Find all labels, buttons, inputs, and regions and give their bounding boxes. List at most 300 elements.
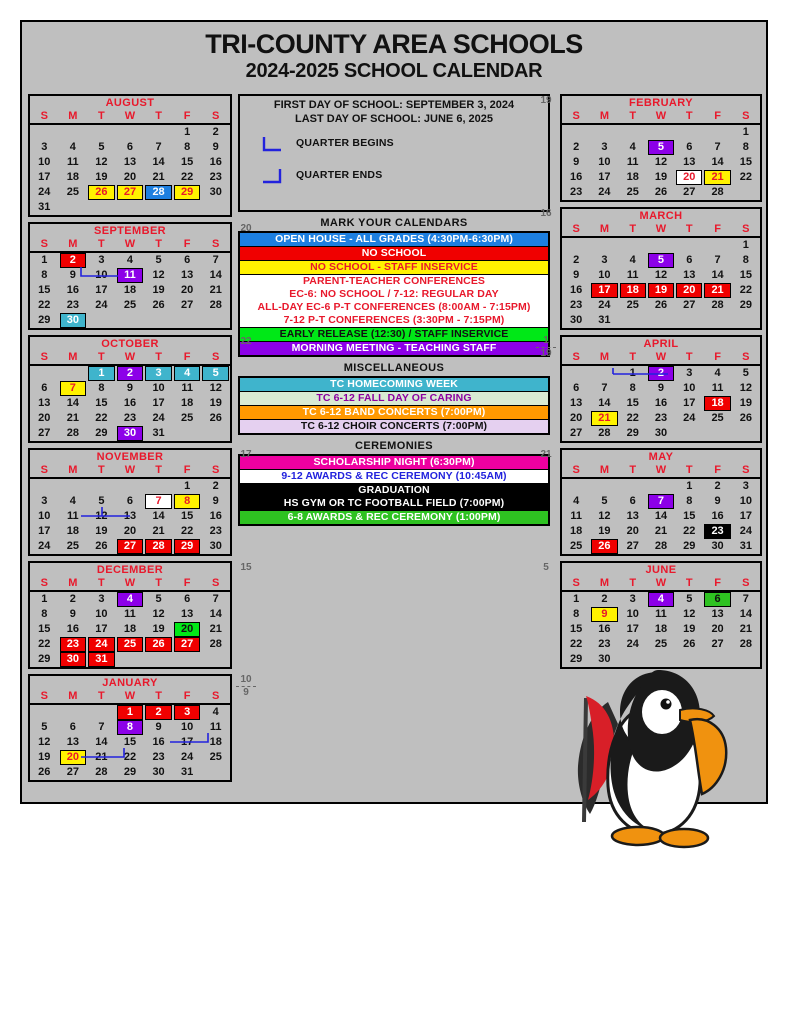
day-cell[interactable]: 17 (38, 171, 51, 183)
marked-day[interactable]: 2 (145, 705, 172, 720)
marked-day[interactable]: 30 (117, 426, 144, 441)
day-cell[interactable]: 25 (209, 751, 222, 763)
marked-day[interactable]: 7 (145, 494, 172, 509)
marked-day[interactable]: 2 (648, 366, 674, 381)
day-cell[interactable]: 13 (626, 510, 639, 522)
day-cell[interactable] (647, 283, 675, 298)
day-cell[interactable]: 14 (152, 510, 165, 522)
marked-day[interactable]: 20 (676, 170, 702, 185)
day-cell[interactable] (59, 637, 88, 652)
day-cell[interactable]: 1 (742, 239, 749, 251)
day-cell[interactable] (144, 637, 173, 652)
day-cell[interactable]: 12 (739, 382, 752, 394)
marked-day[interactable]: 1 (88, 366, 115, 381)
day-cell[interactable]: 11 (209, 721, 222, 733)
day-cell[interactable]: 16 (209, 510, 222, 522)
day-cell[interactable] (647, 494, 675, 509)
day-cell[interactable]: 24 (95, 299, 108, 311)
day-cell[interactable]: 17 (683, 397, 696, 409)
day-cell[interactable]: 14 (152, 156, 165, 168)
day-cell[interactable]: 26 (152, 299, 165, 311)
day-cell[interactable]: 8 (41, 269, 48, 281)
day-cell[interactable]: 25 (654, 638, 668, 650)
marked-day[interactable]: 4 (117, 592, 144, 607)
day-cell[interactable]: 21 (95, 751, 108, 763)
day-cell[interactable]: 28 (711, 299, 724, 311)
day-cell[interactable]: 24 (181, 751, 194, 763)
day-cell[interactable] (173, 494, 202, 509)
day-cell[interactable]: 14 (66, 397, 79, 409)
day-cell[interactable]: 20 (123, 171, 137, 183)
marked-day[interactable]: 23 (60, 637, 87, 652)
day-cell[interactable]: 24 (598, 299, 611, 311)
day-cell[interactable]: 13 (683, 156, 696, 168)
day-cell[interactable]: 19 (683, 623, 696, 635)
marked-day[interactable]: 27 (174, 637, 201, 652)
day-cell[interactable]: 2 (69, 593, 76, 605)
day-cell[interactable]: 8 (629, 382, 636, 394)
day-cell[interactable]: 11 (626, 156, 639, 168)
marked-day[interactable]: 7 (648, 494, 674, 509)
day-cell[interactable]: 28 (739, 638, 752, 650)
day-cell[interactable]: 25 (626, 186, 639, 198)
day-cell[interactable]: 2 (573, 254, 580, 266)
day-cell[interactable]: 6 (69, 721, 76, 733)
day-cell[interactable]: 8 (573, 608, 580, 620)
day-cell[interactable]: 12 (152, 608, 165, 620)
day-cell[interactable]: 18 (626, 171, 639, 183)
day-cell[interactable]: 9 (573, 269, 580, 281)
day-cell[interactable]: 29 (38, 653, 51, 665)
day-cell[interactable]: 15 (181, 156, 194, 168)
day-cell[interactable]: 15 (95, 397, 108, 409)
day-cell[interactable]: 27 (626, 540, 639, 552)
day-cell[interactable]: 17 (181, 736, 194, 748)
day-cell[interactable]: 25 (570, 540, 583, 552)
marked-day[interactable]: 18 (620, 283, 646, 298)
day-cell[interactable] (173, 705, 202, 720)
day-cell[interactable]: 11 (570, 510, 582, 522)
day-cell[interactable]: 1 (629, 367, 636, 379)
day-cell[interactable]: 1 (184, 126, 191, 138)
day-cell[interactable]: 15 (570, 623, 583, 635)
day-cell[interactable]: 15 (123, 736, 137, 748)
day-cell[interactable]: 12 (683, 608, 696, 620)
day-cell[interactable]: 4 (69, 495, 76, 507)
day-cell[interactable] (703, 396, 731, 411)
day-cell[interactable]: 4 (629, 141, 636, 153)
marked-day[interactable]: 27 (117, 539, 144, 554)
day-cell[interactable]: 26 (654, 186, 668, 198)
day-cell[interactable]: 22 (95, 412, 108, 424)
day-cell[interactable]: 20 (570, 412, 583, 424)
day-cell[interactable]: 14 (711, 269, 724, 281)
day-cell[interactable] (619, 283, 647, 298)
day-cell[interactable] (116, 268, 145, 283)
day-cell[interactable]: 29 (683, 540, 696, 552)
day-cell[interactable]: 21 (152, 525, 165, 537)
day-cell[interactable]: 21 (66, 412, 79, 424)
day-cell[interactable]: 10 (181, 721, 194, 733)
day-cell[interactable] (703, 524, 731, 539)
day-cell[interactable]: 14 (739, 608, 752, 620)
day-cell[interactable]: 1 (41, 593, 48, 605)
day-cell[interactable]: 28 (209, 638, 222, 650)
day-cell[interactable]: 26 (38, 766, 51, 778)
day-cell[interactable]: 23 (123, 412, 137, 424)
day-cell[interactable]: 21 (152, 171, 165, 183)
day-cell[interactable] (647, 366, 675, 381)
day-cell[interactable]: 4 (714, 367, 721, 379)
day-cell[interactable]: 18 (181, 397, 194, 409)
day-cell[interactable]: 15 (683, 510, 696, 522)
marked-day[interactable]: 29 (174, 539, 201, 554)
day-cell[interactable]: 11 (124, 608, 136, 620)
day-cell[interactable]: 3 (98, 254, 105, 266)
day-cell[interactable]: 10 (739, 495, 752, 507)
day-cell[interactable]: 1 (573, 593, 580, 605)
marked-day[interactable]: 11 (117, 268, 144, 283)
day-cell[interactable]: 7 (212, 593, 219, 605)
day-cell[interactable] (59, 381, 88, 396)
marked-day[interactable]: 26 (591, 539, 617, 554)
day-cell[interactable] (87, 366, 116, 381)
day-cell[interactable]: 15 (739, 156, 752, 168)
day-cell[interactable]: 17 (626, 623, 639, 635)
day-cell[interactable] (703, 592, 731, 607)
day-cell[interactable]: 6 (629, 495, 636, 507)
day-cell[interactable]: 6 (686, 141, 693, 153)
day-cell[interactable]: 23 (209, 171, 222, 183)
day-cell[interactable]: 15 (38, 623, 51, 635)
day-cell[interactable]: 17 (739, 510, 752, 522)
day-cell[interactable]: 28 (711, 186, 724, 198)
day-cell[interactable]: 20 (181, 284, 194, 296)
day-cell[interactable] (201, 366, 230, 381)
day-cell[interactable]: 1 (184, 480, 191, 492)
day-cell[interactable]: 4 (212, 706, 219, 718)
day-cell[interactable]: 28 (654, 540, 668, 552)
day-cell[interactable] (59, 313, 88, 328)
day-cell[interactable]: 13 (38, 397, 51, 409)
day-cell[interactable]: 30 (654, 427, 668, 439)
day-cell[interactable] (590, 283, 618, 298)
day-cell[interactable]: 23 (570, 186, 583, 198)
day-cell[interactable] (116, 637, 145, 652)
day-cell[interactable]: 5 (686, 593, 693, 605)
day-cell[interactable]: 4 (126, 254, 134, 266)
day-cell[interactable]: 23 (209, 525, 222, 537)
day-cell[interactable]: 20 (123, 525, 137, 537)
day-cell[interactable]: 10 (152, 382, 165, 394)
marked-day[interactable]: 2 (117, 366, 144, 381)
day-cell[interactable] (144, 185, 173, 200)
day-cell[interactable] (647, 592, 675, 607)
marked-day[interactable]: 26 (145, 637, 172, 652)
day-cell[interactable] (116, 592, 145, 607)
day-cell[interactable]: 11 (67, 510, 79, 522)
day-cell[interactable]: 18 (123, 623, 137, 635)
day-cell[interactable]: 25 (123, 299, 137, 311)
day-cell[interactable]: 10 (598, 156, 611, 168)
day-cell[interactable]: 19 (152, 284, 165, 296)
day-cell[interactable]: 29 (626, 427, 639, 439)
day-cell[interactable]: 24 (683, 412, 696, 424)
day-cell[interactable] (87, 185, 116, 200)
day-cell[interactable]: 10 (95, 608, 108, 620)
day-cell[interactable]: 12 (152, 269, 165, 281)
day-cell[interactable]: 16 (123, 397, 137, 409)
day-cell[interactable]: 1 (41, 254, 48, 266)
marked-day[interactable]: 20 (60, 750, 87, 765)
day-cell[interactable]: 25 (66, 186, 79, 198)
day-cell[interactable]: 9 (155, 721, 162, 733)
day-cell[interactable]: 31 (38, 201, 51, 213)
marked-day[interactable]: 2 (60, 253, 87, 268)
day-cell[interactable] (144, 705, 173, 720)
day-cell[interactable]: 19 (95, 171, 108, 183)
day-cell[interactable] (675, 283, 703, 298)
day-cell[interactable]: 16 (66, 284, 79, 296)
day-cell[interactable]: 31 (181, 766, 194, 778)
day-cell[interactable]: 31 (739, 540, 752, 552)
day-cell[interactable]: 19 (152, 623, 165, 635)
marked-day[interactable]: 9 (591, 607, 617, 622)
day-cell[interactable]: 2 (212, 126, 219, 138)
day-cell[interactable]: 3 (686, 367, 693, 379)
day-cell[interactable]: 17 (598, 171, 611, 183)
day-cell[interactable]: 4 (69, 141, 76, 153)
day-cell[interactable]: 17 (95, 623, 108, 635)
day-cell[interactable]: 3 (601, 254, 608, 266)
day-cell[interactable]: 29 (123, 766, 137, 778)
day-cell[interactable]: 28 (209, 299, 222, 311)
day-cell[interactable]: 14 (598, 397, 611, 409)
marked-day[interactable]: 24 (88, 637, 115, 652)
marked-day[interactable]: 27 (117, 185, 144, 200)
day-cell[interactable]: 13 (570, 397, 583, 409)
marked-day[interactable]: 4 (174, 366, 201, 381)
day-cell[interactable]: 22 (38, 299, 51, 311)
day-cell[interactable]: 24 (152, 412, 165, 424)
day-cell[interactable]: 13 (711, 608, 724, 620)
day-cell[interactable]: 16 (570, 284, 583, 296)
day-cell[interactable]: 6 (41, 382, 48, 394)
day-cell[interactable]: 7 (212, 254, 219, 266)
day-cell[interactable] (703, 170, 731, 185)
day-cell[interactable]: 7 (742, 593, 749, 605)
day-cell[interactable]: 30 (598, 653, 611, 665)
marked-day[interactable]: 8 (174, 494, 201, 509)
day-cell[interactable]: 13 (683, 269, 696, 281)
day-cell[interactable]: 11 (711, 382, 724, 394)
day-cell[interactable] (59, 652, 88, 667)
day-cell[interactable]: 30 (209, 540, 222, 552)
day-cell[interactable] (647, 253, 675, 268)
marked-day[interactable]: 5 (648, 140, 674, 155)
day-cell[interactable]: 22 (739, 171, 752, 183)
day-cell[interactable]: 12 (654, 269, 668, 281)
day-cell[interactable]: 8 (742, 254, 749, 266)
day-cell[interactable]: 12 (38, 736, 51, 748)
day-cell[interactable]: 14 (95, 736, 108, 748)
day-cell[interactable]: 5 (41, 721, 48, 733)
day-cell[interactable]: 16 (598, 623, 611, 635)
day-cell[interactable]: 29 (739, 299, 752, 311)
day-cell[interactable]: 12 (95, 156, 108, 168)
day-cell[interactable] (590, 411, 618, 426)
day-cell[interactable]: 22 (739, 284, 752, 296)
day-cell[interactable]: 5 (98, 141, 105, 153)
day-cell[interactable]: 16 (654, 397, 668, 409)
day-cell[interactable]: 16 (570, 171, 583, 183)
day-cell[interactable]: 27 (683, 186, 696, 198)
day-cell[interactable]: 2 (212, 480, 219, 492)
day-cell[interactable]: 27 (66, 766, 79, 778)
day-cell[interactable]: 24 (598, 186, 611, 198)
marked-day[interactable]: 20 (676, 283, 702, 298)
marked-day[interactable]: 3 (174, 705, 201, 720)
day-cell[interactable]: 27 (181, 299, 194, 311)
day-cell[interactable]: 15 (181, 510, 194, 522)
day-cell[interactable] (116, 185, 145, 200)
day-cell[interactable]: 21 (209, 623, 222, 635)
day-cell[interactable]: 22 (683, 525, 696, 537)
day-cell[interactable]: 19 (95, 525, 108, 537)
marked-day[interactable]: 19 (648, 283, 674, 298)
day-cell[interactable]: 19 (38, 751, 51, 763)
day-cell[interactable]: 14 (654, 510, 668, 522)
day-cell[interactable]: 6 (126, 141, 134, 153)
day-cell[interactable]: 30 (152, 766, 165, 778)
day-cell[interactable]: 30 (570, 314, 583, 326)
day-cell[interactable] (647, 140, 675, 155)
day-cell[interactable]: 9 (714, 495, 721, 507)
day-cell[interactable]: 22 (570, 638, 583, 650)
day-cell[interactable]: 22 (626, 412, 639, 424)
day-cell[interactable]: 14 (711, 156, 724, 168)
day-cell[interactable] (173, 185, 202, 200)
day-cell[interactable]: 15 (739, 269, 752, 281)
day-cell[interactable]: 10 (598, 269, 611, 281)
day-cell[interactable]: 5 (601, 495, 608, 507)
day-cell[interactable]: 12 (654, 156, 668, 168)
marked-day[interactable]: 28 (145, 185, 172, 200)
day-cell[interactable]: 8 (184, 141, 191, 153)
day-cell[interactable]: 5 (742, 367, 749, 379)
day-cell[interactable]: 16 (711, 510, 724, 522)
day-cell[interactable]: 10 (38, 510, 51, 522)
marked-day[interactable]: 30 (60, 652, 87, 667)
day-cell[interactable]: 6 (686, 254, 693, 266)
day-cell[interactable] (87, 637, 116, 652)
marked-day[interactable]: 21 (704, 283, 730, 298)
day-cell[interactable]: 9 (657, 382, 665, 394)
day-cell[interactable]: 9 (212, 141, 219, 153)
day-cell[interactable]: 25 (66, 540, 79, 552)
day-cell[interactable]: 25 (626, 299, 639, 311)
day-cell[interactable]: 20 (711, 623, 724, 635)
day-cell[interactable] (59, 750, 88, 765)
day-cell[interactable]: 10 (683, 382, 696, 394)
day-cell[interactable]: 22 (123, 751, 137, 763)
day-cell[interactable]: 11 (655, 608, 667, 620)
day-cell[interactable]: 22 (181, 171, 194, 183)
day-cell[interactable]: 14 (209, 608, 222, 620)
day-cell[interactable]: 22 (38, 638, 51, 650)
day-cell[interactable]: 1 (686, 480, 693, 492)
day-cell[interactable] (59, 253, 88, 268)
day-cell[interactable]: 28 (95, 766, 108, 778)
day-cell[interactable]: 31 (598, 314, 611, 326)
day-cell[interactable]: 23 (152, 751, 165, 763)
day-cell[interactable]: 16 (209, 156, 222, 168)
day-cell[interactable]: 7 (98, 721, 105, 733)
day-cell[interactable]: 2 (714, 480, 721, 492)
day-cell[interactable] (144, 494, 173, 509)
day-cell[interactable] (173, 622, 202, 637)
day-cell[interactable]: 6 (573, 382, 580, 394)
day-cell[interactable]: 11 (181, 382, 193, 394)
day-cell[interactable] (116, 705, 145, 720)
day-cell[interactable]: 6 (184, 593, 191, 605)
day-cell[interactable] (87, 652, 116, 667)
day-cell[interactable]: 22 (181, 525, 194, 537)
day-cell[interactable]: 27 (711, 638, 724, 650)
day-cell[interactable]: 24 (626, 638, 639, 650)
marked-day[interactable]: 6 (704, 592, 730, 607)
day-cell[interactable]: 12 (209, 382, 222, 394)
day-cell[interactable]: 23 (570, 299, 583, 311)
day-cell[interactable]: 8 (686, 495, 693, 507)
day-cell[interactable]: 9 (69, 269, 76, 281)
day-cell[interactable]: 31 (152, 427, 165, 439)
marked-day[interactable]: 1 (117, 705, 144, 720)
day-cell[interactable]: 21 (209, 284, 222, 296)
day-cell[interactable]: 26 (209, 412, 222, 424)
marked-day[interactable]: 21 (704, 170, 730, 185)
day-cell[interactable]: 26 (95, 540, 108, 552)
day-cell[interactable]: 9 (212, 495, 219, 507)
marked-day[interactable]: 31 (88, 652, 115, 667)
day-cell[interactable] (173, 539, 202, 554)
day-cell[interactable] (590, 539, 618, 554)
day-cell[interactable]: 16 (66, 623, 79, 635)
marked-day[interactable]: 3 (145, 366, 172, 381)
day-cell[interactable]: 7 (601, 382, 608, 394)
day-cell[interactable]: 23 (66, 299, 79, 311)
day-cell[interactable] (116, 426, 145, 441)
day-cell[interactable]: 13 (181, 608, 194, 620)
day-cell[interactable]: 18 (570, 525, 583, 537)
day-cell[interactable]: 9 (126, 382, 134, 394)
marked-day[interactable]: 28 (145, 539, 172, 554)
day-cell[interactable]: 3 (41, 495, 48, 507)
day-cell[interactable]: 18 (66, 525, 79, 537)
day-cell[interactable]: 17 (95, 284, 108, 296)
day-cell[interactable]: 3 (742, 480, 749, 492)
day-cell[interactable]: 12 (598, 510, 611, 522)
day-cell[interactable]: 18 (123, 284, 137, 296)
day-cell[interactable]: 24 (739, 525, 752, 537)
day-cell[interactable]: 11 (626, 269, 639, 281)
day-cell[interactable]: 29 (570, 653, 583, 665)
day-cell[interactable]: 13 (123, 510, 137, 522)
day-cell[interactable]: 26 (654, 299, 668, 311)
day-cell[interactable]: 7 (714, 254, 721, 266)
day-cell[interactable]: 1 (742, 126, 749, 138)
day-cell[interactable]: 23 (598, 638, 611, 650)
